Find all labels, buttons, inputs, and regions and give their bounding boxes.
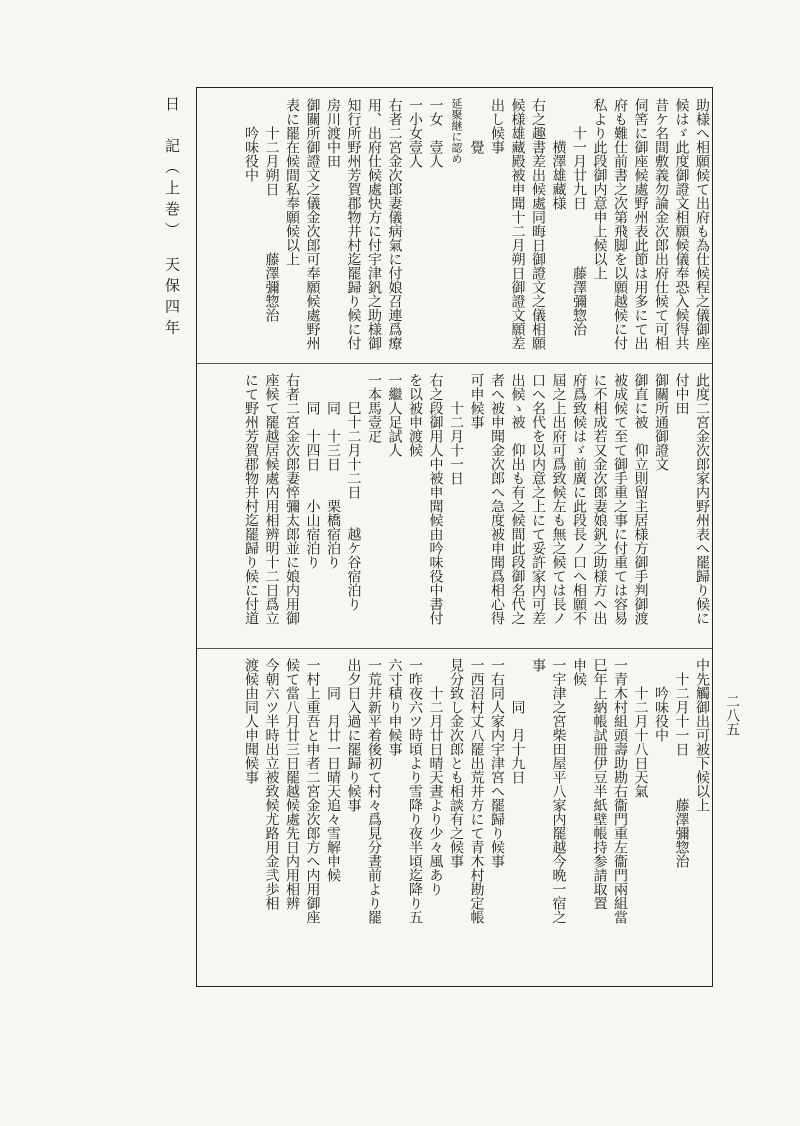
text-column <box>446 373 467 625</box>
text-column <box>692 373 713 625</box>
column-text: 右者二宮金次郎妻儀病氣に付娘召連爲療 <box>386 98 403 350</box>
column-text: 六寸積り申候事 <box>386 658 403 756</box>
text-column <box>364 98 385 350</box>
column-text: 吟味役中 <box>653 686 669 742</box>
page-number: 二八五 <box>724 694 740 736</box>
column-text: 可申候事 <box>468 373 485 429</box>
tier-upper <box>197 88 712 364</box>
text-column <box>487 658 508 924</box>
text-column <box>343 658 364 924</box>
text-column <box>630 658 651 924</box>
column-text: 事 <box>530 658 546 672</box>
text-column <box>446 98 467 350</box>
column-text: 一荒井新平着後初て村々爲見分晝前より罷 <box>366 658 382 924</box>
text-column <box>671 98 692 350</box>
column-text: 巳十二月十二日 越ケ谷宿泊り <box>345 401 362 611</box>
text-column <box>384 658 405 924</box>
text-column <box>548 98 569 350</box>
text-column <box>302 98 323 350</box>
column-text: 助様へ相願候て出府も為仕候程之儀御座 <box>694 98 710 350</box>
text-column <box>405 98 426 350</box>
text-column <box>569 658 590 924</box>
column-text: 同 十四日 小山宿泊り <box>304 401 321 569</box>
text-column <box>528 98 549 350</box>
column-text: 出候ゝ被 仰出も有之候間此段御名代之 <box>509 373 526 625</box>
column-text: 巳年上納帳試冊伊豆半紙壁帳持参請取置 <box>591 658 608 910</box>
column-text: 一小女壹人 <box>407 98 423 168</box>
text-column <box>610 658 631 924</box>
column-text: 十二月十一日 藤澤彌惣治 <box>673 672 690 868</box>
column-text: 昔ケ名間敷義勿論金次郎出府仕候て可相 <box>653 98 669 350</box>
column-text: 被成候て至て御手重之事に付重ては容易 <box>612 373 628 625</box>
column-text: 同 月廿一日晴天追々雪解申候 <box>325 686 341 882</box>
running-head: 日 記（上巻） 天保四年 <box>163 96 181 341</box>
text-frame <box>196 87 713 987</box>
column-text: 右之段御用人中被申聞候由吟味役中書付 <box>427 373 444 625</box>
column-text: 十一月廿九日 藤澤彌惣治 <box>571 126 587 336</box>
text-column <box>589 658 610 924</box>
column-text: 府も難仕前書之次第飛脚を以願越候に付 <box>612 98 628 350</box>
tier-upper-columns <box>241 98 713 350</box>
text-column <box>528 658 549 924</box>
text-column <box>343 373 364 625</box>
text-column <box>651 373 672 625</box>
column-text: 此度二宮金次郎家内野州表へ罷歸り候に <box>694 373 710 625</box>
text-column <box>548 658 569 924</box>
column-text: 御關所通御證文 <box>653 373 669 471</box>
text-column <box>343 98 364 350</box>
column-text: 渡候由同人申聞候事 <box>243 658 259 784</box>
text-column <box>261 373 282 625</box>
column-text: 一青木村組頭壽助勘右衞門重左衞門兩組當 <box>612 658 628 924</box>
column-text: 御直に被 仰立則留主居様方御手判御渡 <box>632 373 649 625</box>
text-column <box>323 98 344 350</box>
text-column <box>610 373 631 625</box>
column-text: 覺 <box>468 140 485 154</box>
text-column <box>323 373 344 625</box>
column-text: 御關所御證文之儀金次郎可奉願候處野州 <box>304 98 321 350</box>
column-text: 一村上重吾と申者二宮金次郎方へ内用御座 <box>304 658 321 924</box>
column-text: 一右同人家内宇津宮へ罷歸り候事 <box>489 658 505 868</box>
column-text: 口へ名代を以内意之上にて妥許家内可差 <box>530 373 546 625</box>
text-column <box>241 658 262 924</box>
column-text: 房川渡中田 <box>325 98 341 168</box>
column-text: 右者二宮金次郎妻悴彌太郎並に娘内用御 <box>284 373 300 625</box>
text-column <box>425 373 446 625</box>
text-column <box>651 658 672 924</box>
column-text: 一西沼村丈八罷出荒井方にて青木村勘定帳 <box>468 658 485 924</box>
column-text: 一昨夜六ツ時頃より雪降り夜半頃迄降り五 <box>407 658 423 924</box>
column-text: 一宇津之宮柴田屋平八家内罷越今晩一宿之 <box>550 658 567 924</box>
column-text: 申候 <box>571 658 587 686</box>
text-column <box>466 658 487 924</box>
text-column <box>692 98 713 350</box>
column-text: 付中田 <box>673 373 690 415</box>
column-text: 中先觸御出可被下候以上 <box>694 658 710 812</box>
column-text: 十二月廿日晴天晝より少々風あり <box>427 686 444 896</box>
text-column <box>282 98 303 350</box>
text-column <box>528 373 549 625</box>
column-text: 知行所野州芳賀郡物井村迄罷歸り候に付 <box>345 98 362 350</box>
text-column <box>507 373 528 625</box>
text-column <box>261 98 282 350</box>
text-column <box>446 658 467 924</box>
text-column <box>364 658 385 924</box>
text-column <box>610 98 631 350</box>
text-column <box>405 658 426 924</box>
column-text: 座候て罷越居候處内用相辨明十二日爲立 <box>263 373 280 625</box>
text-column <box>282 373 303 625</box>
text-column <box>282 658 303 924</box>
column-text: 一繼人足試人 <box>386 373 403 457</box>
column-text: 延聚継に認め <box>450 98 463 164</box>
column-text: 十二月十一日 <box>448 401 464 485</box>
column-text: 十二月朔日 藤澤彌惣治 <box>263 126 280 322</box>
text-column <box>671 658 692 924</box>
tier-middle <box>197 363 712 649</box>
column-text: 同 月十九日 <box>509 700 526 784</box>
column-text: 一本馬壹疋 <box>366 373 382 443</box>
text-column <box>569 373 590 625</box>
text-column <box>384 373 405 625</box>
column-text: 同 十三日 栗橋宿泊り <box>325 401 341 569</box>
column-text: 府爲致候はゞ前廣に此段長ノ口へ相願不 <box>571 373 587 625</box>
column-text: 伺筈に御座候處野州表此節は用多にて出 <box>632 98 649 350</box>
column-text: 一女 壹人 <box>427 98 444 168</box>
text-column <box>466 98 487 350</box>
text-column <box>261 658 282 924</box>
text-column <box>302 658 323 924</box>
tier-middle-columns <box>241 373 713 625</box>
text-column <box>487 373 508 625</box>
column-text: 今朝六ツ半時出立被致候尤路用金弐歩相 <box>263 658 280 910</box>
column-text: 屆之上出府可爲致候左も無之候ては長ノ <box>550 373 567 625</box>
column-text: 表に罷在候間私奉願候以上 <box>284 98 300 266</box>
column-text: 候様雄藏殿被申聞十二月朔日御證文願差 <box>509 98 526 350</box>
column-text: 出し候事 <box>489 98 505 154</box>
text-column <box>569 98 590 350</box>
text-column <box>241 373 262 625</box>
column-text: を以被申渡候 <box>407 373 423 457</box>
text-column <box>384 98 405 350</box>
text-column <box>630 373 651 625</box>
text-column <box>487 98 508 350</box>
text-column <box>466 373 487 625</box>
text-column <box>425 658 446 924</box>
text-column <box>241 98 262 350</box>
column-text: 十二月十八日天氣 <box>632 686 649 798</box>
tier-lower-columns <box>241 658 713 924</box>
column-text: 候はゞ此度御證文相願候儀奉恐入候得共 <box>673 98 690 350</box>
text-column <box>507 658 528 924</box>
column-text: 出夕日入過に罷歸り候事 <box>345 658 362 812</box>
column-text: 候て當八月廿三日罷越候處先日内用相辨 <box>284 658 300 910</box>
column-text: 横澤雄藏様 <box>550 140 567 210</box>
tier-lower <box>197 648 712 986</box>
text-column <box>302 373 323 625</box>
text-column <box>589 98 610 350</box>
column-text: に不相成若又金次郎妻娘釩之助様方へ出 <box>591 373 608 625</box>
text-column <box>548 373 569 625</box>
text-column <box>425 98 446 350</box>
text-column <box>651 98 672 350</box>
text-column <box>323 658 344 924</box>
column-text: 者へ被申聞金次郎へ急度被申聞爲相心得 <box>489 373 505 625</box>
column-text: 見分致し金次郎とも相談有之候事 <box>448 658 464 868</box>
text-column <box>630 98 651 350</box>
column-text: 用、出府仕候處快方に付宇津釩之助様御 <box>366 98 382 350</box>
text-column <box>405 373 426 625</box>
text-column <box>692 658 713 924</box>
text-column <box>589 373 610 625</box>
column-text: 私より此段御内意申上候以上 <box>591 98 608 280</box>
column-text: 吟味役中 <box>243 126 259 182</box>
text-column <box>671 373 692 625</box>
text-column <box>364 373 385 625</box>
column-text: 右之趣書差出候處同晦日御證文之儀相願 <box>530 98 546 350</box>
column-text: にて野州芳賀郡物井村迄罷歸り候に付道 <box>243 373 259 625</box>
text-column <box>507 98 528 350</box>
